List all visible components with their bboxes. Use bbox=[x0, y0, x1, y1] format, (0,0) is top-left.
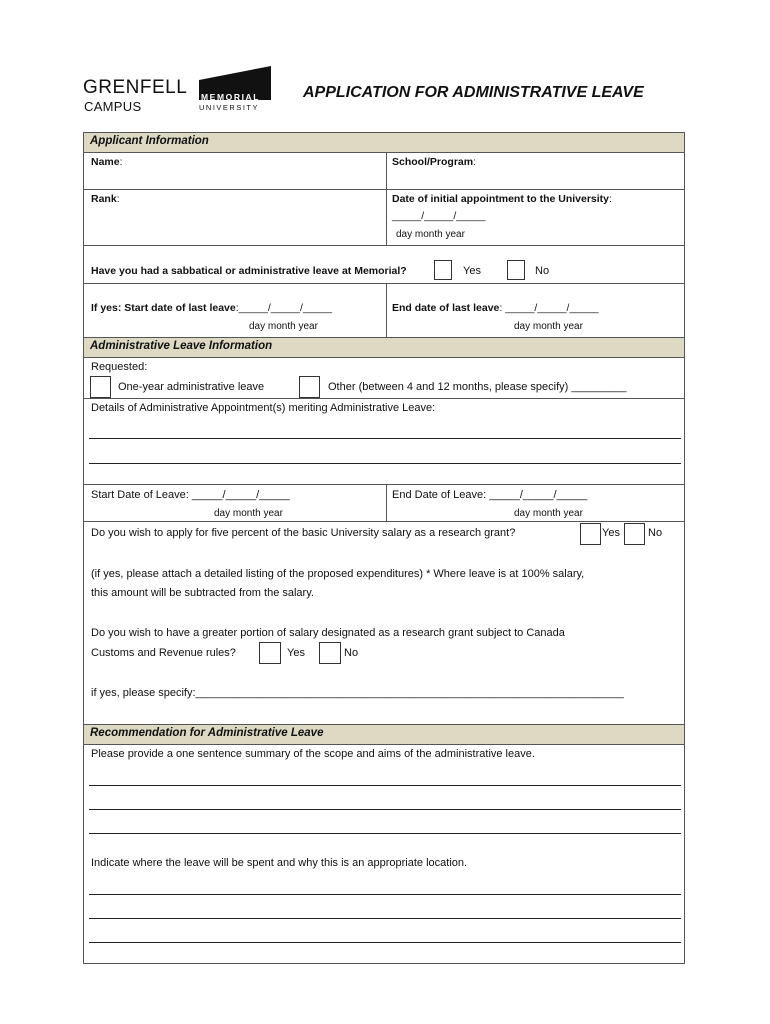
date-caption: day month year bbox=[249, 321, 318, 332]
leave-info-section-title: Administrative Leave Information bbox=[90, 340, 273, 352]
sabbatical-yes-checkbox[interactable] bbox=[434, 260, 452, 280]
leave-start-date-label[interactable]: Start Date of Leave: _____/_____/_____ bbox=[91, 489, 290, 501]
grant-yes-checkbox[interactable] bbox=[580, 523, 601, 545]
form-frame bbox=[83, 132, 685, 964]
last-leave-start-label: If yes: Start date of last leave:_____/_____/_____ bbox=[91, 302, 333, 314]
summary-line-1[interactable] bbox=[89, 785, 681, 786]
summary-line-2[interactable] bbox=[89, 809, 681, 810]
details-line-1[interactable] bbox=[89, 438, 681, 439]
requested-label: Requested: bbox=[91, 361, 148, 373]
location-prompt: Indicate where the leave will be spent and why this is an appropriate location. bbox=[91, 857, 468, 869]
expenditure-note-line-2: this amount will be subtracted from the salary. bbox=[91, 587, 314, 599]
grant-no-checkbox[interactable] bbox=[624, 523, 645, 545]
greater-portion-question-line-2: Customs and Revenue rules? bbox=[91, 647, 236, 659]
specify-field[interactable]: if yes, please specify:______________________________________________________________________ bbox=[91, 687, 624, 699]
divider bbox=[84, 357, 684, 358]
summary-line-3[interactable] bbox=[89, 833, 681, 834]
greater-yes-label: Yes bbox=[287, 647, 305, 659]
grant-no-label: No bbox=[648, 527, 663, 539]
divider bbox=[84, 744, 684, 745]
sabbatical-no-label: No bbox=[535, 265, 550, 277]
divider bbox=[84, 398, 684, 399]
appointment-date-label: Date of initial appointment to the University: bbox=[392, 193, 612, 205]
rank-label: Rank: bbox=[91, 193, 120, 205]
research-grant-question: Do you wish to apply for five percent of the basic University salary as a research grant? bbox=[91, 527, 516, 539]
university-logo-text: UNIVERSITY bbox=[199, 103, 260, 112]
date-caption: day month year bbox=[396, 229, 465, 240]
sabbatical-question: Have you had a sabbatical or administrative leave at Memorial? bbox=[91, 265, 407, 277]
school-program-label: School/Program: bbox=[392, 156, 477, 168]
one-year-leave-checkbox[interactable] bbox=[90, 376, 111, 398]
sabbatical-no-checkbox[interactable] bbox=[507, 260, 525, 280]
page-title: APPLICATION FOR ADMINISTRATIVE LEAVE bbox=[303, 84, 644, 101]
location-line-2[interactable] bbox=[89, 918, 681, 919]
name-label: Name: bbox=[91, 156, 123, 168]
summary-prompt: Please provide a one sentence summary of the scope and aims of the administrative leave. bbox=[91, 748, 535, 760]
other-leave-label: Other (between 4 and 12 months, please specify) _________ bbox=[328, 381, 627, 393]
divider bbox=[84, 521, 684, 522]
campus-logo-text: CAMPUS bbox=[84, 99, 142, 114]
date-caption: day month year bbox=[214, 508, 283, 519]
recommendation-section-title: Recommendation for Administrative Leave bbox=[90, 727, 324, 739]
divider bbox=[84, 484, 684, 485]
divider bbox=[386, 484, 387, 521]
divider bbox=[84, 152, 684, 153]
location-line-1[interactable] bbox=[89, 894, 681, 895]
greater-yes-checkbox[interactable] bbox=[259, 642, 281, 664]
grenfell-logo-text: GRENFELL bbox=[83, 77, 188, 98]
divider bbox=[84, 245, 684, 246]
applicant-section-title: Applicant Information bbox=[90, 135, 209, 147]
greater-no-checkbox[interactable] bbox=[319, 642, 341, 664]
expenditure-note-line-1: (if yes, please attach a detailed listing of the proposed expenditures) * Where leave is at 100% salary, bbox=[91, 568, 585, 580]
other-leave-checkbox[interactable] bbox=[299, 376, 320, 398]
greater-portion-question-line-1: Do you wish to have a greater portion of salary designated as a research grant subject to Canada bbox=[91, 627, 565, 639]
location-line-3[interactable] bbox=[89, 942, 681, 943]
date-caption: day month year bbox=[514, 321, 583, 332]
divider bbox=[386, 283, 387, 337]
grant-yes-label: Yes bbox=[602, 527, 620, 539]
details-line-2[interactable] bbox=[89, 463, 681, 464]
sabbatical-yes-label: Yes bbox=[463, 265, 481, 277]
leave-end-date-label[interactable]: End Date of Leave: _____/_____/_____ bbox=[392, 489, 588, 501]
date-caption: day month year bbox=[514, 508, 583, 519]
divider bbox=[84, 189, 684, 190]
greater-no-label: No bbox=[344, 647, 359, 659]
appointment-details-label: Details of Administrative Appointment(s) meriting Administrative Leave: bbox=[91, 402, 436, 414]
memorial-logo-text: MEMORIAL bbox=[201, 92, 261, 102]
one-year-leave-label: One-year administrative leave bbox=[118, 381, 265, 393]
divider bbox=[386, 152, 387, 245]
last-leave-end-label: End date of last leave: _____/_____/_____ bbox=[392, 302, 599, 314]
appointment-date-field[interactable]: _____/_____/_____ bbox=[392, 210, 486, 222]
divider bbox=[84, 283, 684, 284]
